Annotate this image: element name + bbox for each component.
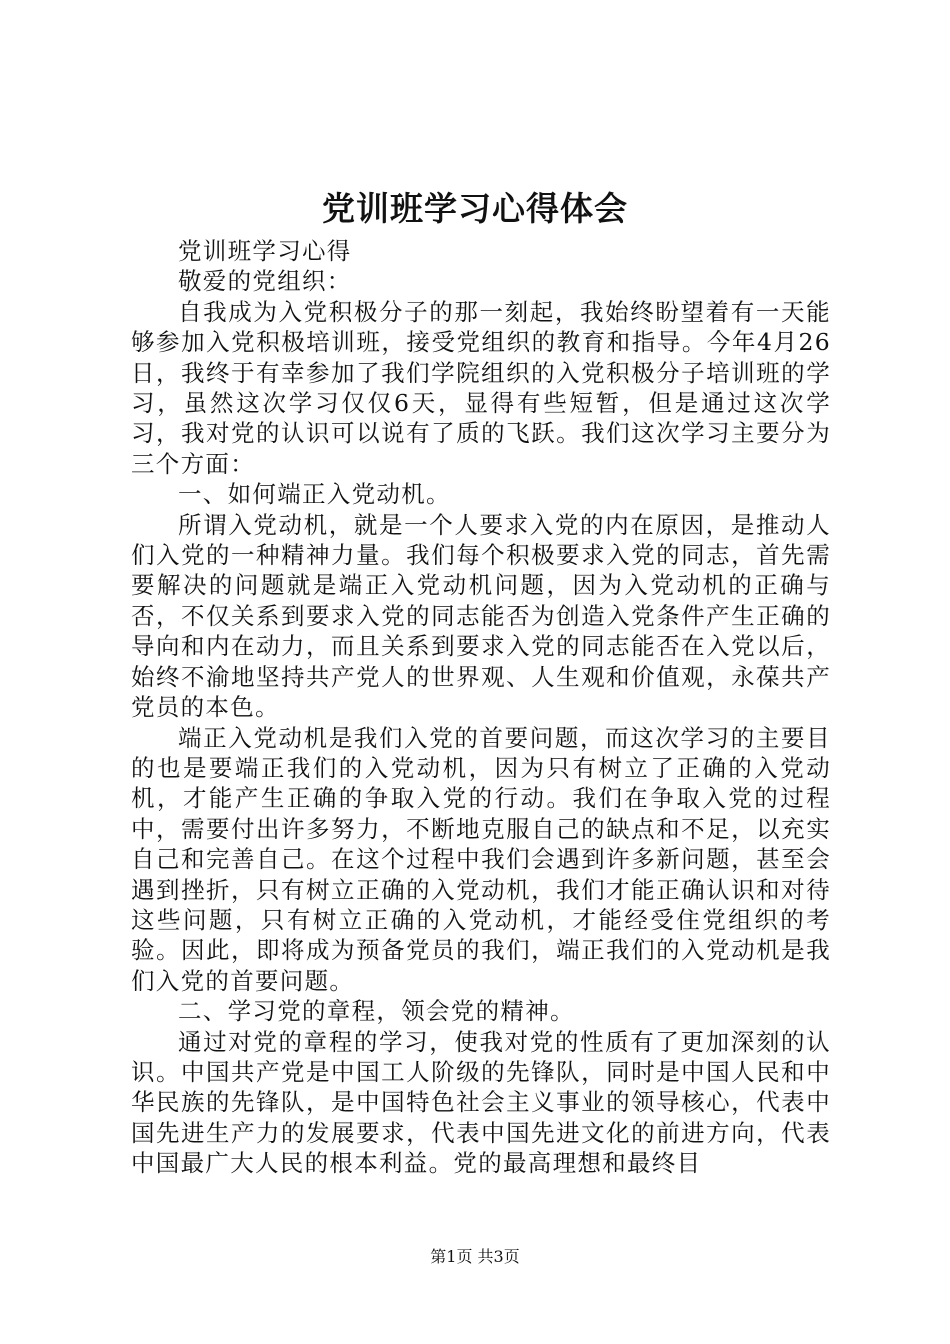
paragraph-salutation: 敬爱的党组织： [178, 267, 352, 296]
document-body [131, 236, 831, 1179]
paragraph-subtitle: 党训班学习心得 [178, 237, 352, 265]
section-heading-1: 一、如何端正入党动机。 [178, 480, 451, 509]
paragraph-intro: 自我成为入党积极分子的那一刻起，我始终盼望着有一天能够参加入党积极培训班，接受党组织的教育和指导。今年4月26日，我终于有幸参加了我们学院组织的入党积极分子培训班的学习，虽然这次学习仅仅6天，显得有些短暂，但是通过这次学习，我对党的认识可以说有了质的飞跃。我们这次学习主要分为三个方面： [131, 297, 831, 478]
document-title: 党训班学习心得体会 [322, 189, 628, 228]
paragraph-correct-motivation: 端正入党动机是我们入党的首要问题，而这次学习的主要目的也是要端正我们的入党动机，因为只有树立了正确的入党动机，才能产生正确的争取入党的行动。我们在争取入党的过程中，需要付出许多努力，不断地克服自己的缺点和不足，以充实自己和完善自己。在这个过程中我们会遇到许多新问题，甚至会遇到挫折，只有树立正确的入党动机，我们才能正确认识和对待这些问题，只有树立正确的入党动机，才能经受住党组织的考验。因此，即将成为预备党员的我们，端正我们的入党动机是我们入党的首要问题。 [131, 723, 831, 995]
section-heading-2: 二、学习党的章程，领会党的精神。 [178, 997, 575, 1026]
paragraph-motivation: 所谓入党动机，就是一个人要求入党的内在原因，是推动人们入党的一种精神力量。我们每个积极要求入党的同志，首先需要解决的问题就是端正入党动机问题，因为入党动机的正确与否，不仅关系到要求入党的同志能否为创造入党条件产生正确的导向和内在动力，而且关系到要求入党的同志能否在入党以后，始终不渝地坚持共产党人的世界观、人生观和价值观，永葆共产党员的本色。 [131, 510, 831, 722]
paragraph-party-constitution: 通过对党的章程的学习，使我对党的性质有了更加深刻的认识。中国共产党是中国工人阶级的先锋队，同时是中国人民和中华民族的先锋队，是中国特色社会主义事业的领导核心，代表中国先进生产力的发展要求，代表中国先进文化的前进方向，代表中国最广大人民的根本利益。党的最高理想和最终目 [131, 1027, 831, 1178]
page-footer: 第1页 共3页 [430, 1247, 520, 1266]
